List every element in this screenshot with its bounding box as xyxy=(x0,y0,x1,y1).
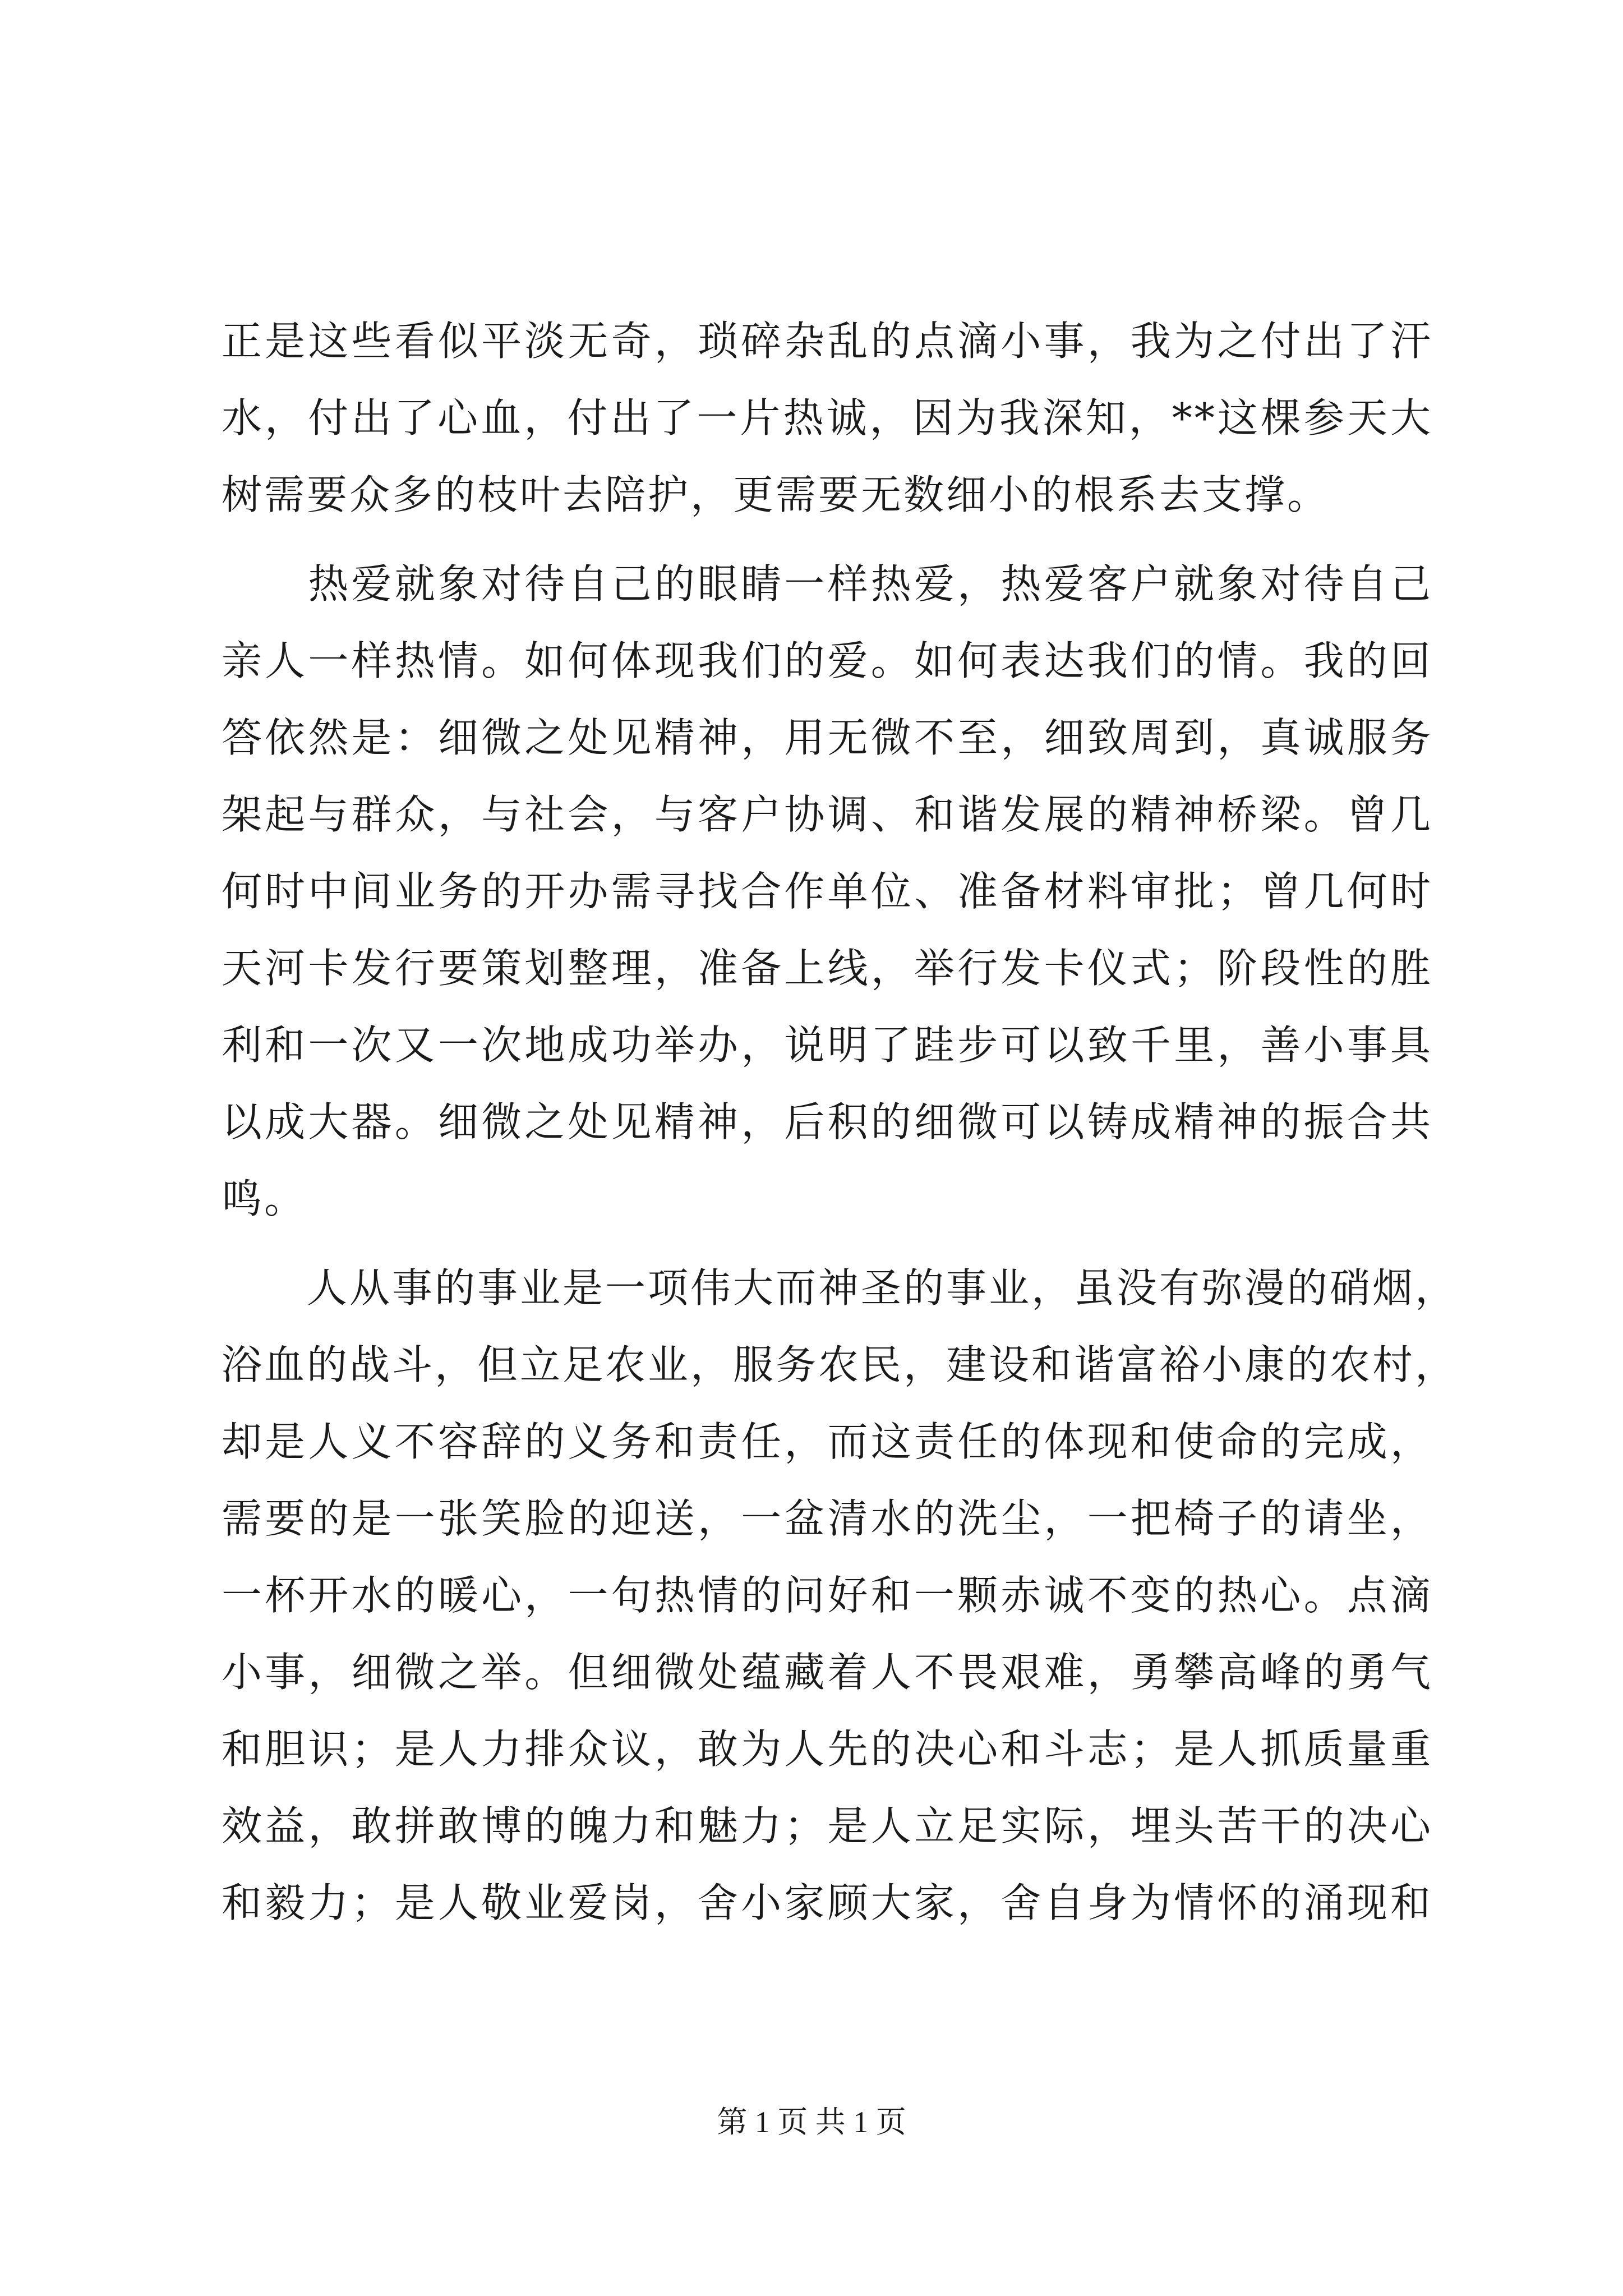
text-line: 以成大器。细微之处见精神，后积的细微可以铸成精神的振合共 xyxy=(222,1098,1433,1145)
text-line: 效益，敢拼敢博的魄力和魅力；是人立足实际，埋头苦干的决心 xyxy=(222,1802,1433,1849)
text-line: 却是人义不容辞的义务和责任，而这责任的体现和使命的完成， xyxy=(222,1418,1433,1465)
text-line: 鸣。 xyxy=(222,1175,307,1222)
text-line: 水，付出了心血，付出了一片热诚，因为我深知，**这棵参天大 xyxy=(222,394,1433,441)
text-line: 利和一次又一次地成功举办，说明了跬步可以致千里，善小事具 xyxy=(222,1022,1433,1069)
text-line: 和毅力；是人敬业爱岗，舍小家顾大家，舍自身为情怀的涌现和 xyxy=(222,1879,1433,1926)
text-line: 需要的是一张笑脸的迎送，一盆清水的洗尘，一把椅子的请坐， xyxy=(222,1495,1433,1542)
document-body xyxy=(222,303,1458,1941)
text-line: 人从事的事业是一项伟大而神圣的事业，虽没有弥漫的硝烟， xyxy=(222,1264,1458,1312)
text-line: 小事，细微之举。但细微处蕴藏着人不畏艰难，勇攀高峰的勇气 xyxy=(222,1649,1433,1696)
page-footer xyxy=(0,2098,1623,2141)
text-line: 热爱就象对待自己的眼睛一样热爱，热爱客户就象对待自己 xyxy=(222,560,1433,608)
text-line: 答依然是：细微之处见精神，用无微不至，细致周到，真诚服务 xyxy=(222,714,1433,761)
text-line: 一杯开水的暖心，一句热情的问好和一颗赤诚不变的热心。点滴 xyxy=(222,1572,1433,1619)
text-line: 天河卡发行要策划整理，准备上线，举行发卡仪式；阶段性的胜 xyxy=(222,945,1433,992)
text-line: 浴血的战斗，但立足农业，服务农民，建设和谐富裕小康的农村， xyxy=(222,1341,1458,1388)
text-line: 树需要众多的枝叶去陪护，更需要无数细小的根系去支撑。 xyxy=(222,471,1330,518)
page-number-label: 第 1 页 共 1 页 xyxy=(717,2105,906,2139)
paragraph xyxy=(222,303,1433,533)
text-line: 和胆识；是人力排众议，敢为人先的决心和斗志；是人抓质量重 xyxy=(222,1726,1433,1773)
paragraph xyxy=(222,546,1433,1237)
text-line: 何时中间业务的开办需寻找合作单位、准备材料审批；曾几何时 xyxy=(222,868,1433,915)
text-line: 亲人一样热情。如何体现我们的爱。如何表达我们的情。我的回 xyxy=(222,637,1433,684)
text-line: 正是这些看似平淡无奇，琐碎杂乱的点滴小事，我为之付出了汗 xyxy=(222,318,1433,365)
paragraph xyxy=(222,1250,1458,1941)
text-line: 架起与群众，与社会，与客户协调、和谐发展的精神桥梁。曾几 xyxy=(222,791,1433,838)
